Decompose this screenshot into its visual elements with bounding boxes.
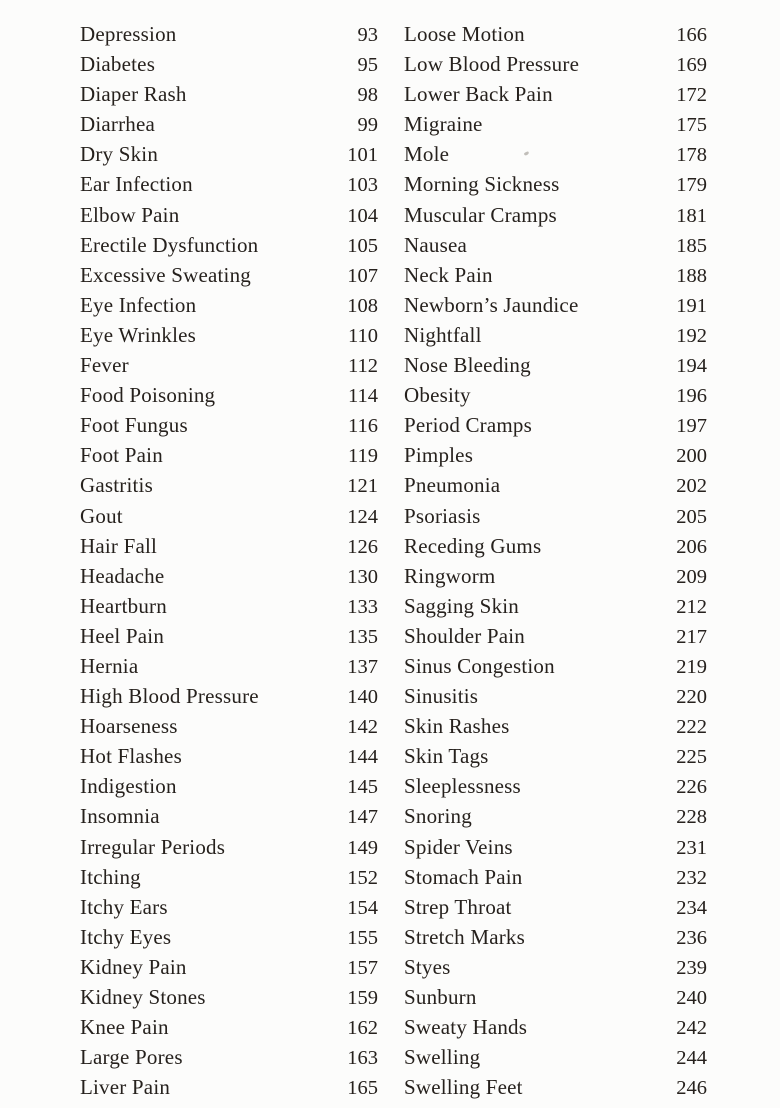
index-entry-page: 232 [676, 866, 707, 889]
index-row [80, 260, 378, 290]
index-row [80, 169, 378, 199]
index-entry-title: Migraine [404, 112, 483, 137]
index-row [80, 621, 378, 651]
index-entry-title: Heartburn [80, 593, 167, 618]
index-entry-page: 108 [347, 294, 378, 317]
index-entry-page: 93 [357, 24, 378, 46]
index-entry-title: Eye Infection [80, 292, 197, 317]
index-entry-title: Kidney Stones [80, 985, 206, 1009]
index-entry-page: 185 [676, 234, 707, 257]
index-entry-page: 159 [347, 987, 378, 1009]
index-row [80, 109, 378, 139]
index-entry-page: 137 [347, 655, 378, 678]
index-row [80, 79, 378, 109]
index-entry-title: Swelling [404, 1045, 481, 1070]
index-entry-title: Diarrhea [80, 112, 156, 137]
index-entry-title: Eye Wrinkles [80, 322, 197, 347]
index-entry-title: Food Poisoning [80, 383, 216, 408]
index-row [404, 320, 707, 350]
index-entry-page: 192 [676, 324, 707, 347]
index-entry-page: 181 [676, 204, 707, 227]
index-row [80, 681, 378, 711]
index-entry-page: 121 [347, 475, 378, 498]
index-entry-page: 116 [348, 415, 378, 438]
index-entry-title: Foot Fungus [80, 413, 188, 438]
index-row [80, 290, 378, 320]
index-row [404, 230, 707, 260]
index-row [404, 621, 707, 651]
index-entry-page: 239 [676, 956, 707, 979]
index-entry-title: Excessive Sweating [80, 262, 251, 287]
index-entry-title: Kidney Pain [80, 954, 187, 979]
index-entry-title: Spider Veins [404, 834, 513, 859]
index-entry-page: 101 [347, 144, 378, 167]
index-row [80, 1042, 378, 1072]
index-entry-page: 144 [347, 746, 378, 769]
index-entry-title: Swelling Feet [404, 1075, 523, 1100]
index-entry-page: 175 [676, 114, 707, 137]
index-entry-page: 112 [348, 355, 378, 378]
index-entry-page: 149 [347, 836, 378, 859]
index-entry-title: Styes [404, 954, 451, 979]
index-entry-page: 236 [676, 926, 707, 949]
index-row [80, 982, 378, 1012]
index-row [80, 350, 378, 380]
index-entry-page: 107 [347, 264, 378, 287]
index-entry-title: Skin Tags [404, 744, 489, 769]
index-entry-page: 194 [676, 355, 707, 378]
index-row [404, 169, 707, 199]
index-row [80, 139, 378, 169]
index-entry-page: 105 [347, 234, 378, 257]
index-entry-title: Nightfall [404, 322, 482, 347]
index-entry-title: Loose Motion [404, 22, 525, 46]
index-entry-title: Muscular Cramps [404, 202, 557, 227]
index-entry-page: 99 [357, 114, 378, 137]
index-entry-page: 162 [347, 1017, 378, 1040]
index-entry-page: 219 [676, 655, 707, 678]
index-row [80, 19, 378, 49]
index-entry-page: 217 [676, 625, 707, 648]
index-row [80, 952, 378, 982]
index-entry-title: Pneumonia [404, 473, 501, 498]
index-entry-title: Shoulder Pain [404, 623, 526, 648]
index-row [404, 290, 707, 320]
index-entry-page: 178 [676, 144, 707, 167]
index-entry-title: Erectile Dysfunction [80, 232, 259, 257]
index-entry-title: Nausea [404, 232, 468, 257]
index-entry-title: Itchy Eyes [80, 924, 172, 949]
index-entry-page: 119 [348, 445, 378, 468]
index-entry-title: Obesity [404, 383, 471, 408]
index-entry-page: 95 [357, 54, 378, 77]
index-entry-page: 200 [676, 445, 707, 468]
index-row [404, 19, 707, 49]
index-entry-title: Ringworm [404, 563, 496, 588]
index-entry-page: 197 [676, 415, 707, 438]
index-row [404, 832, 707, 862]
index-row [80, 470, 378, 500]
index-row [404, 801, 707, 831]
index-entry-page: 165 [347, 1077, 378, 1100]
index-entry-page: 234 [676, 896, 707, 919]
index-entry-page: 188 [676, 264, 707, 287]
index-entry-page: 145 [347, 776, 378, 799]
index-entry-page: 225 [676, 746, 707, 769]
index-row [404, 410, 707, 440]
index-entry-page: 126 [347, 535, 378, 558]
index-row [404, 440, 707, 470]
index-entry-title: Skin Rashes [404, 714, 510, 739]
index-entry-page: 103 [347, 174, 378, 197]
index-entry-page: 205 [676, 505, 707, 528]
index-row [80, 49, 378, 79]
index-row [404, 982, 707, 1012]
index-row [404, 350, 707, 380]
index-row [404, 681, 707, 711]
index-entry-title: Gastritis [80, 473, 153, 498]
index-entry-title: Elbow Pain [80, 202, 180, 227]
index-row [404, 591, 707, 621]
index-row [404, 741, 707, 771]
index-entry-page: 140 [347, 686, 378, 709]
index-row [404, 892, 707, 922]
index-entry-page: 202 [676, 475, 707, 498]
index-entry-title: Knee Pain [80, 1015, 169, 1040]
index-entry-title: Neck Pain [404, 262, 493, 287]
index-entry-title: Diaper Rash [80, 82, 187, 107]
index-row [404, 49, 707, 79]
index-entry-page: 130 [347, 565, 378, 588]
index-entry-page: 152 [347, 866, 378, 889]
index-entry-page: 133 [347, 595, 378, 618]
index-entry-page: 163 [347, 1047, 378, 1070]
index-entry-page: 157 [347, 956, 378, 979]
index-row [80, 320, 378, 350]
index-row [404, 561, 707, 591]
index-row [80, 741, 378, 771]
index-entry-title: Sagging Skin [404, 593, 519, 618]
index-entry-title: Hernia [80, 653, 139, 678]
index-row [80, 531, 378, 561]
index-entry-page: 179 [676, 174, 707, 197]
index-entry-page: 228 [676, 806, 707, 829]
index-entry-page: 240 [676, 987, 707, 1009]
index-row [80, 801, 378, 831]
index-entry-title: Itchy Ears [80, 894, 168, 919]
index-right-column [404, 19, 707, 1102]
index-row [404, 200, 707, 230]
index-row [80, 711, 378, 741]
index-row [80, 1072, 378, 1102]
index-entry-title: Sinus Congestion [404, 653, 555, 678]
index-entry-page: 246 [676, 1077, 707, 1100]
index-entry-page: 209 [676, 565, 707, 588]
index-entry-title: Stomach Pain [404, 864, 523, 889]
index-entry-page: 212 [676, 595, 707, 618]
index-row [404, 531, 707, 561]
index-entry-page: 206 [676, 535, 707, 558]
index-row [80, 1012, 378, 1042]
index-row [80, 591, 378, 621]
index-row [404, 651, 707, 681]
index-entry-page: 166 [676, 24, 707, 46]
index-row [404, 470, 707, 500]
index-row [404, 1012, 707, 1042]
index-entry-title: Nose Bleeding [404, 353, 531, 378]
index-entry-page: 124 [347, 505, 378, 528]
index-entry-title: Sinusitis [404, 684, 479, 709]
index-entry-page: 154 [347, 896, 378, 919]
index-entry-title: Sunburn [404, 985, 477, 1009]
index-row [80, 892, 378, 922]
index-entry-page: 135 [347, 625, 378, 648]
index-entry-title: Snoring [404, 804, 472, 829]
index-entry-title: Hair Fall [80, 533, 158, 558]
index-entry-title: Heel Pain [80, 623, 165, 648]
index-entry-title: Sweaty Hands [404, 1015, 528, 1040]
index-entry-page: 231 [676, 836, 707, 859]
index-row [404, 139, 707, 169]
index-entry-title: Pimples [404, 443, 474, 468]
index-entry-title: Lower Back Pain [404, 82, 553, 107]
index-row [404, 952, 707, 982]
index-entry-title: High Blood Pressure [80, 684, 259, 709]
index-entry-page: 169 [676, 54, 707, 77]
index-row [80, 862, 378, 892]
index-entry-title: Mole [404, 142, 450, 167]
index-row [404, 1072, 707, 1102]
index-row [404, 711, 707, 741]
index-entry-page: 147 [347, 806, 378, 829]
index-row [80, 230, 378, 260]
index-entry-page: 196 [676, 385, 707, 408]
index-row [80, 771, 378, 801]
index-entry-title: Newborn’s Jaundice [404, 292, 579, 317]
index-entry-title: Fever [80, 353, 129, 378]
index-entry-page: 222 [676, 716, 707, 739]
index-row [80, 922, 378, 952]
index-entry-title: Sleeplessness [404, 774, 521, 799]
index-row [404, 79, 707, 109]
index-entry-title: Foot Pain [80, 443, 163, 468]
index-entry-title: Hoarseness [80, 714, 178, 739]
index-row [80, 380, 378, 410]
index-entry-title: Stretch Marks [404, 924, 525, 949]
index-entry-title: Irregular Periods [80, 834, 226, 859]
index-row [80, 832, 378, 862]
index-entry-page: 191 [676, 294, 707, 317]
index-entry-title: Dry Skin [80, 142, 159, 167]
index-entry-page: 242 [676, 1017, 707, 1040]
index-row [80, 200, 378, 230]
index-row [80, 651, 378, 681]
index-row [80, 561, 378, 591]
index-row [404, 1042, 707, 1072]
index-row [404, 922, 707, 952]
index-entry-page: 142 [347, 716, 378, 739]
index-row [404, 380, 707, 410]
index-entry-title: Hot Flashes [80, 744, 182, 769]
index-row [80, 410, 378, 440]
index-row [404, 771, 707, 801]
index-entry-title: Strep Throat [404, 894, 512, 919]
index-left-column [80, 19, 378, 1102]
index-entry-title: Depression [80, 22, 177, 46]
index-entry-page: 220 [676, 686, 707, 709]
index-entry-title: Itching [80, 864, 141, 889]
index-entry-title: Period Cramps [404, 413, 533, 438]
index-entry-page: 244 [676, 1047, 707, 1070]
index-entry-title: Psoriasis [404, 503, 481, 528]
index-row [80, 501, 378, 531]
index-entry-title: Diabetes [80, 52, 156, 77]
index-row [80, 440, 378, 470]
index-entry-title: Insomnia [80, 804, 160, 829]
index-entry-page: 110 [348, 324, 378, 347]
index-entry-page: 155 [347, 926, 378, 949]
index-entry-title: Headache [80, 563, 165, 588]
index-entry-page: 226 [676, 776, 707, 799]
index-entry-page: 104 [347, 204, 378, 227]
index-entry-title: Liver Pain [80, 1075, 171, 1100]
index-entry-title: Ear Infection [80, 172, 193, 197]
index-entry-page: 114 [348, 385, 378, 408]
index-entry-page: 172 [676, 84, 707, 107]
index-row [404, 260, 707, 290]
index-entry-title: Receding Gums [404, 533, 542, 558]
index-row [404, 109, 707, 139]
index-entry-page: 98 [357, 84, 378, 107]
index-entry-title: Low Blood Pressure [404, 52, 580, 77]
index-row [404, 862, 707, 892]
index-entry-title: Gout [80, 503, 123, 528]
index-row [404, 501, 707, 531]
index-entry-title: Large Pores [80, 1045, 183, 1070]
index-entry-title: Morning Sickness [404, 172, 560, 197]
index-entry-title: Indigestion [80, 774, 177, 799]
